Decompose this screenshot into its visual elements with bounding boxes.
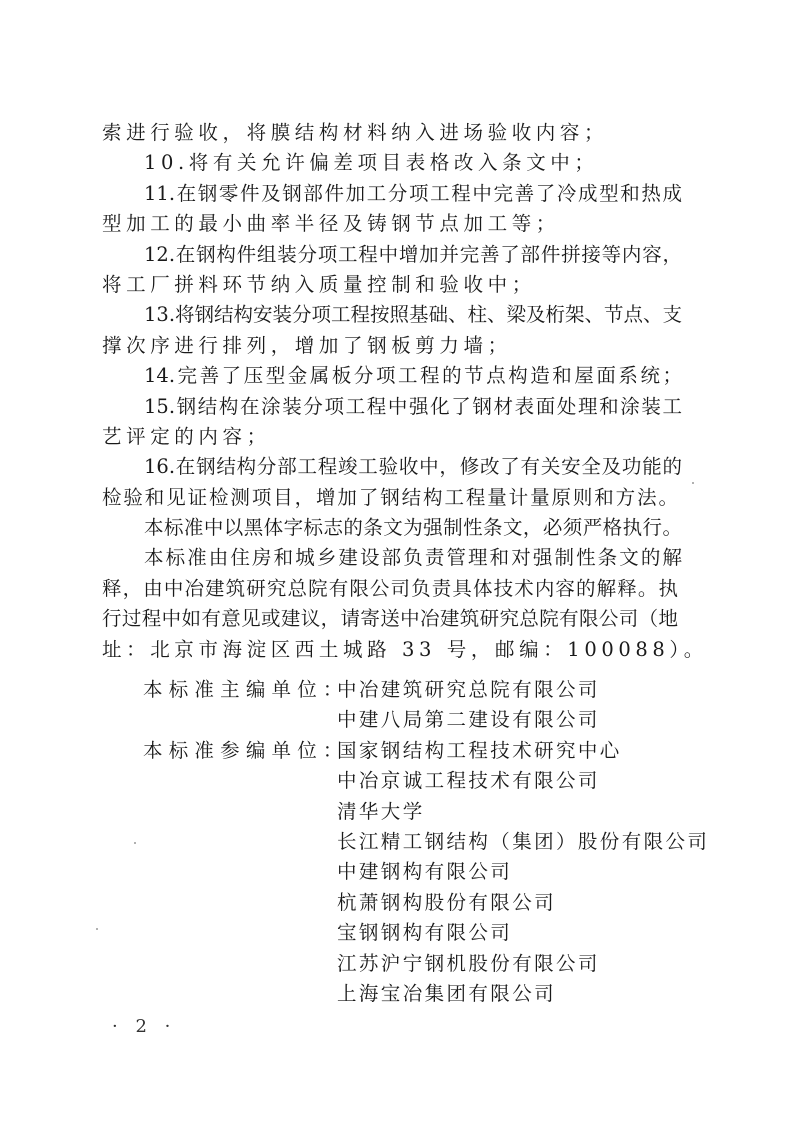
unit-label-char: 标 (168, 678, 189, 701)
participating-unit-row (143, 888, 709, 918)
unit-label-char: 准 (194, 678, 214, 701)
unit-name: 中冶建筑研究总院有限公司 (337, 678, 600, 701)
text-line: 将工厂拼料环节纳入质量控制和验收中； (102, 272, 536, 296)
participating-unit-row (143, 827, 709, 857)
chief-editor-unit-row (143, 675, 709, 705)
unit-label: 本 标 准 参 编 单 位 ： (143, 736, 331, 766)
unit-name: 上海宝冶集团有限公司 (337, 981, 557, 1005)
unit-label (143, 797, 331, 827)
unit-name: 中建钢构有限公司 (337, 860, 513, 884)
unit-label-char: 单 (271, 678, 292, 701)
scan-speck (134, 842, 136, 844)
editorial-units (143, 675, 709, 1009)
participating-unit-row (143, 797, 709, 827)
text-line: 艺评定的内容； (102, 424, 271, 448)
unit-label-char: 位 (297, 738, 317, 762)
participating-unit-row (143, 736, 709, 766)
unit-label-char: 本 (143, 738, 163, 762)
unit-name: 杭萧钢构股份有限公司 (337, 890, 557, 914)
unit-label-char: 位 (297, 678, 317, 701)
unit-label-char: 准 (194, 738, 214, 762)
text-line: 15.钢结构在涂装分项工程中强化了钢材表面处理和涂装工 (144, 394, 682, 418)
text-line: 行过程中如有意见或建议，请寄送中冶建筑研究总院有限公司（地 (102, 607, 678, 631)
unit-label: 本 标 准 主 编 单 位 ： (143, 675, 331, 705)
unit-label (143, 979, 331, 1009)
body-text (102, 118, 708, 665)
unit-label-char: 标 (168, 738, 189, 762)
unit-label-char: 主 (220, 678, 240, 701)
page-number: · 2 · (112, 1016, 177, 1037)
unit-label-char: 单 (271, 738, 292, 762)
text-line: 撑次序进行排列，增加了钢板剪力墙； (102, 333, 512, 357)
unit-label (143, 857, 331, 887)
unit-name: 清华大学 (337, 799, 425, 823)
text-line: 本标准中以黑体字标志的条文为强制性条文，必须严格执行。 (144, 516, 682, 540)
text-line: 11.在钢零件及钢部件加工分项工程中完善了冷成型和热成 (144, 181, 682, 205)
chief-editor-unit-row (143, 705, 709, 735)
text-line: 型加工的最小曲率半径及铸钢节点加工等； (102, 212, 560, 236)
unit-label-char: 参 (220, 738, 240, 762)
text-line: 12.在钢构件组装分项工程中增加并完善了部件拼接等内容， (144, 242, 682, 266)
participating-unit-row (143, 949, 709, 979)
unit-name: 中冶京诚工程技术有限公司 (337, 769, 600, 793)
unit-label-char: 编 (245, 678, 266, 701)
participating-unit-row (143, 857, 709, 887)
text-line: 索进行验收，将膜结构材料纳入进场验收内容； (102, 121, 609, 144)
unit-label-char: 编 (245, 738, 266, 762)
unit-name: 长江精工钢结构（集团）股份有限公司 (337, 829, 710, 853)
scan-speck (96, 928, 98, 930)
unit-label (143, 888, 331, 918)
text-line: 本标准由住房和城乡建设部负责管理和对强制性条文的解 (144, 546, 682, 570)
unit-label (143, 766, 331, 796)
text-line: 10.将有关允许偏差项目表格改入条文中； (144, 151, 599, 175)
participating-unit-row (143, 979, 709, 1009)
unit-name: 宝钢钢构有限公司 (337, 921, 513, 945)
unit-name: 中建八局第二建设有限公司 (337, 708, 600, 732)
participating-unit-row (143, 766, 709, 796)
unit-label (143, 705, 331, 735)
text-line: 释，由中冶建筑研究总院有限公司负责具体技术内容的解释。执 (102, 576, 678, 600)
text-line: 址：北京市海淀区西土城路 33 号，邮编：100088）。 (102, 637, 708, 661)
participating-unit-row (143, 918, 709, 948)
scan-speck (692, 482, 694, 484)
unit-label (143, 949, 331, 979)
unit-name: 江苏沪宁钢机股份有限公司 (337, 951, 600, 975)
unit-name: 国家钢结构工程技术研究中心 (337, 738, 622, 762)
unit-label-char: 本 (143, 678, 163, 701)
unit-label (143, 827, 331, 857)
text-line: 14.完善了压型金属板分项工程的节点构造和屋面系统； (144, 364, 682, 388)
text-line: 16.在钢结构分部工程竣工验收中，修改了有关安全及功能的 (144, 455, 682, 479)
unit-label (143, 918, 331, 948)
text-line: 13.将钢结构安装分项工程按照基础、柱、梁及桁架、节点、支 (144, 303, 683, 327)
text-line: 检验和见证检测项目，增加了钢结构工程量计量原则和方法。 (102, 485, 678, 509)
